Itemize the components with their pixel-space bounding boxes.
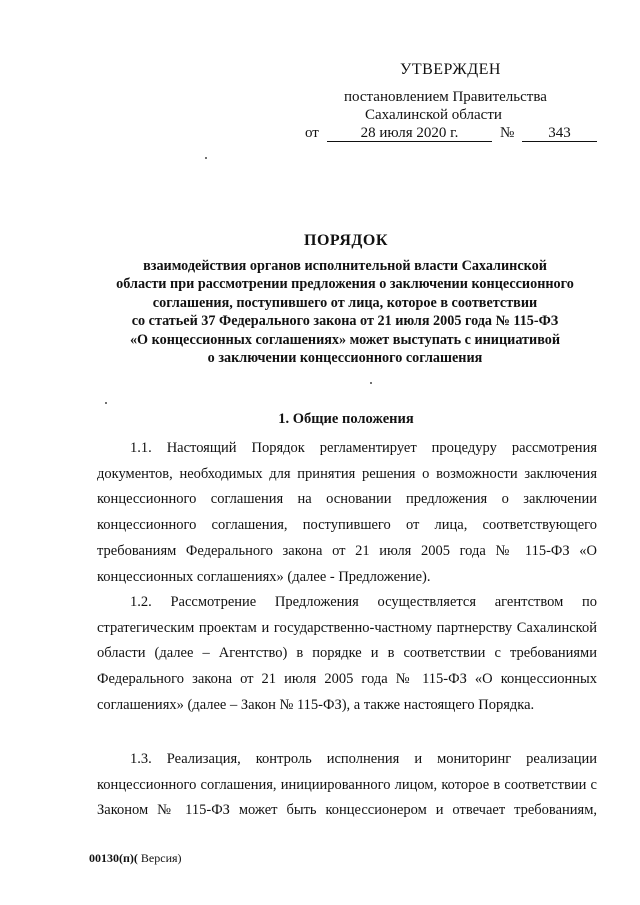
footer-version: [89, 851, 182, 866]
scan-speck: [105, 402, 107, 404]
document-subtitle: [110, 257, 580, 367]
subtitle-line: соглашения, поступившего от лица, которое в соответствии: [152, 294, 538, 311]
approval-number: 343: [522, 124, 597, 142]
section-heading: 1. Общие положения: [278, 411, 414, 427]
scan-speck: [205, 157, 207, 159]
paragraph-1-3: [97, 747, 597, 829]
approval-line-region: Сахалинской области: [365, 107, 502, 123]
from-label: от: [305, 125, 319, 141]
footer-version-label: Версия): [137, 851, 182, 865]
paragraph-text: 1.2. Рассмотрение Предложения осуществляется агентством по стратегическим проектам и государственно-частному партнерству Сахалинской области (далее – Агентство) в порядке и в соответствии с требованиями Федерального закона от 21 июля 2005 года № 115-ФЗ «О концессионных соглашениях» (далее – Закон № 115-ФЗ), а также настоящего Порядка.: [97, 594, 597, 713]
approval-line-resolution: постановлением Правительства: [344, 89, 547, 105]
approval-date: 28 июля 2020 г.: [327, 124, 492, 142]
paragraph-1-2: [97, 590, 597, 724]
subtitle-line: «О концессионных соглашениях» может выступать с инициативой: [129, 331, 561, 348]
subtitle-line: со статьей 37 Федерального закона от 21 июля 2005 года № 115-ФЗ: [131, 313, 559, 330]
subtitle-line: области при рассмотрении предложения о заключении концессионного: [116, 276, 574, 293]
number-sign: №: [500, 125, 515, 141]
scan-speck: [370, 382, 372, 384]
subtitle-line: взаимодействия органов исполнительной власти Сахалинской: [143, 258, 547, 274]
approval-heading: УТВЕРЖДЕН: [400, 61, 501, 78]
paragraph-text: 1.3. Реализация, контроль исполнения и мониторинг реализации концессионного соглашения, инициированного лицом, которое в соответствии с Законом № 115-ФЗ может быть концессионером и отвечает требованиям,: [97, 751, 597, 819]
footer-code: 00130(п)(: [89, 851, 138, 865]
document-title: ПОРЯДОК: [304, 232, 388, 249]
paragraph-text: 1.1. Настоящий Порядок регламентирует процедуру рассмотрения документов, необходимых для принятия решения о возможности заключения концессионного соглашения на основании предложения о заключении концессионного соглашения, поступившего от лица, соответствующего требованиям Федерального закона от 21 июля 2005 года № 115-ФЗ «О концессионных соглашениях» (далее - Предложение).: [97, 440, 597, 585]
approval-date-number-line: [300, 124, 600, 144]
subtitle-line: о заключении концессионного соглашения: [207, 350, 483, 367]
paragraph-1-1: [97, 436, 597, 595]
